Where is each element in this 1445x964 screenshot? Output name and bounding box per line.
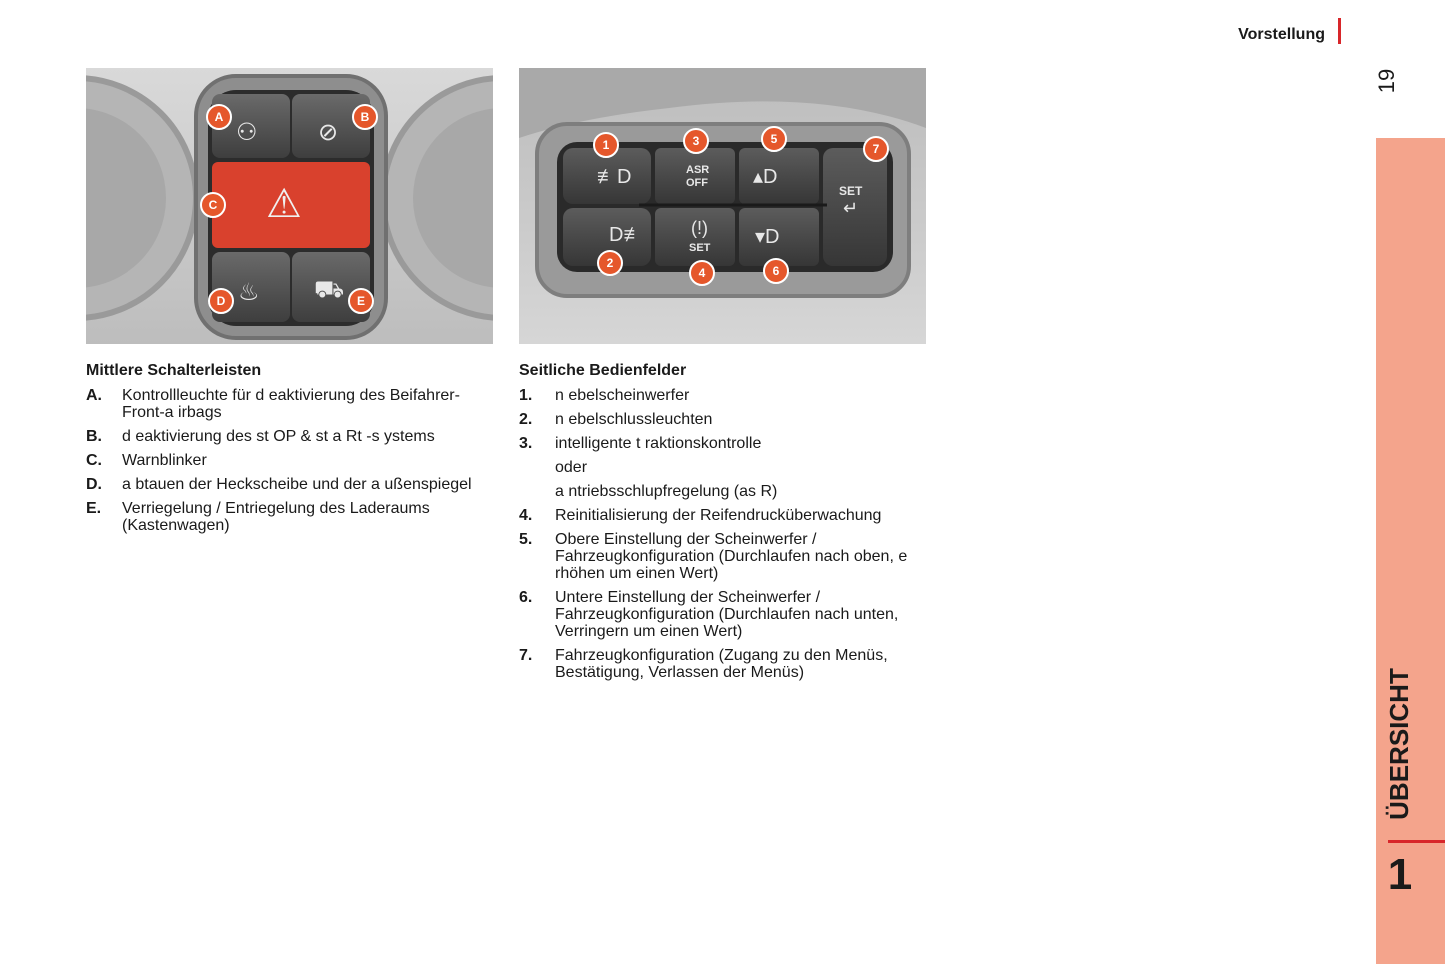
list-item — [519, 647, 939, 681]
badge-b: B — [352, 104, 378, 130]
chapter-number: 1 — [1387, 850, 1413, 899]
badge-3: 3 — [683, 128, 709, 154]
item-text: intelligente t raktionskontrolle — [555, 435, 762, 452]
chapter-divider — [1388, 840, 1445, 843]
asr-label: ASR — [686, 164, 710, 176]
item-text: Reinitialisierung der Reifendrucküberwachung — [555, 507, 882, 524]
item-key: C. — [86, 452, 102, 469]
item-text: Untere Einstellung der Scheinwerfer / Fahrzeugkonfiguration (Durchlaufen nach unten, Verringern um einen Wert) — [555, 589, 899, 640]
list-item — [519, 459, 939, 476]
passenger-airbag-icon: ⚇ — [236, 119, 258, 146]
badge-1: 1 — [593, 132, 619, 158]
badge-5: 5 — [761, 126, 787, 152]
enter-arrow-icon: ↵ — [843, 198, 859, 218]
headlamp-up-icon: ▴D — [753, 166, 778, 188]
badge-c: C — [200, 192, 226, 218]
item-text: d eaktivierung des st OP & st a Rt -s ystems — [122, 428, 435, 445]
badge-4: 4 — [689, 260, 715, 286]
list-item — [519, 589, 939, 640]
item-key: 5. — [519, 531, 533, 548]
item-text: oder — [555, 459, 588, 476]
badge-7: 7 — [863, 136, 889, 162]
item-text: Verriegelung / Entriegelung des Laderaums (Kastenwagen) — [122, 500, 430, 534]
list-item — [519, 483, 939, 500]
badge-a: A — [206, 104, 232, 130]
badge-d: D — [208, 288, 234, 314]
item-text: Fahrzeugkonfiguration (Zugang zu den Menüs, Bestätigung, Verlassen der Menüs) — [555, 647, 888, 681]
cargo-lock-icon: ⛟ — [314, 276, 345, 303]
badge-2: 2 — [597, 250, 623, 276]
side-control-panel-illustration — [519, 68, 926, 344]
list-item — [519, 435, 939, 452]
item-key: 3. — [519, 435, 533, 452]
item-key: 2. — [519, 411, 533, 428]
list-item — [86, 387, 496, 421]
side-control-panel-photo — [519, 68, 926, 344]
list-item — [86, 500, 496, 534]
item-key: 1. — [519, 387, 533, 404]
central-switches-section — [86, 362, 496, 541]
list-item — [519, 387, 939, 404]
set-label-lower: SET — [689, 242, 711, 254]
item-key — [519, 459, 555, 476]
headlamp-down-icon: ▾D — [755, 226, 780, 248]
item-key — [519, 483, 555, 500]
item-key: 7. — [519, 647, 533, 664]
item-key: 4. — [519, 507, 533, 524]
item-text: a btauen der Heckscheibe und der a ußenspiegel — [122, 476, 472, 493]
page-header-title: Vorstellung — [1238, 26, 1325, 43]
header-accent-bar — [1338, 18, 1341, 44]
rear-fog-icon: D≢ — [609, 224, 644, 246]
front-fog-icon: ≢D — [597, 166, 632, 188]
central-switch-panel-photo — [86, 68, 493, 344]
list-item — [86, 476, 496, 493]
section-heading: Mittlere Schalterleisten — [86, 362, 262, 379]
item-key: 6. — [519, 589, 533, 606]
item-text: n ebelscheinwerfer — [555, 387, 690, 404]
chapter-name-container — [1376, 660, 1416, 830]
list-item — [519, 411, 939, 428]
page-number: 19 — [1374, 68, 1399, 94]
badge-e: E — [348, 288, 374, 314]
item-text: n ebelschlussleuchten — [555, 411, 713, 428]
side-controls-section — [519, 362, 939, 688]
item-key: A. — [86, 387, 102, 404]
list-item — [519, 507, 939, 524]
list-item — [86, 428, 496, 445]
defrost-icon: ♨ — [238, 279, 260, 306]
item-text: Kontrollleuchte für d eaktivierung des Beifahrer-Front-a irbags — [122, 387, 460, 421]
section-heading: Seitliche Bedienfelder — [519, 362, 687, 379]
item-key: D. — [86, 476, 102, 493]
item-text: Warnblinker — [122, 452, 207, 469]
tyre-pressure-icon: (!) — [691, 218, 708, 238]
off-label: OFF — [686, 177, 708, 189]
set-label-upper: SET — [839, 184, 863, 198]
item-key: E. — [86, 500, 102, 517]
hazard-triangle-icon: ⚠ — [266, 182, 302, 226]
item-key: B. — [86, 428, 102, 445]
chapter-name: ÜBERSICHT — [1384, 668, 1414, 820]
badge-6: 6 — [763, 258, 789, 284]
stop-start-off-icon: ⊘ — [318, 119, 339, 146]
item-text: a ntriebsschlupfregelung (as R) — [555, 483, 778, 500]
list-item — [519, 531, 939, 582]
list-item — [86, 452, 496, 469]
item-text: Obere Einstellung der Scheinwerfer / Fahrzeugkonfiguration (Durchlaufen nach oben, e rhöhen um einen Wert) — [555, 531, 908, 582]
